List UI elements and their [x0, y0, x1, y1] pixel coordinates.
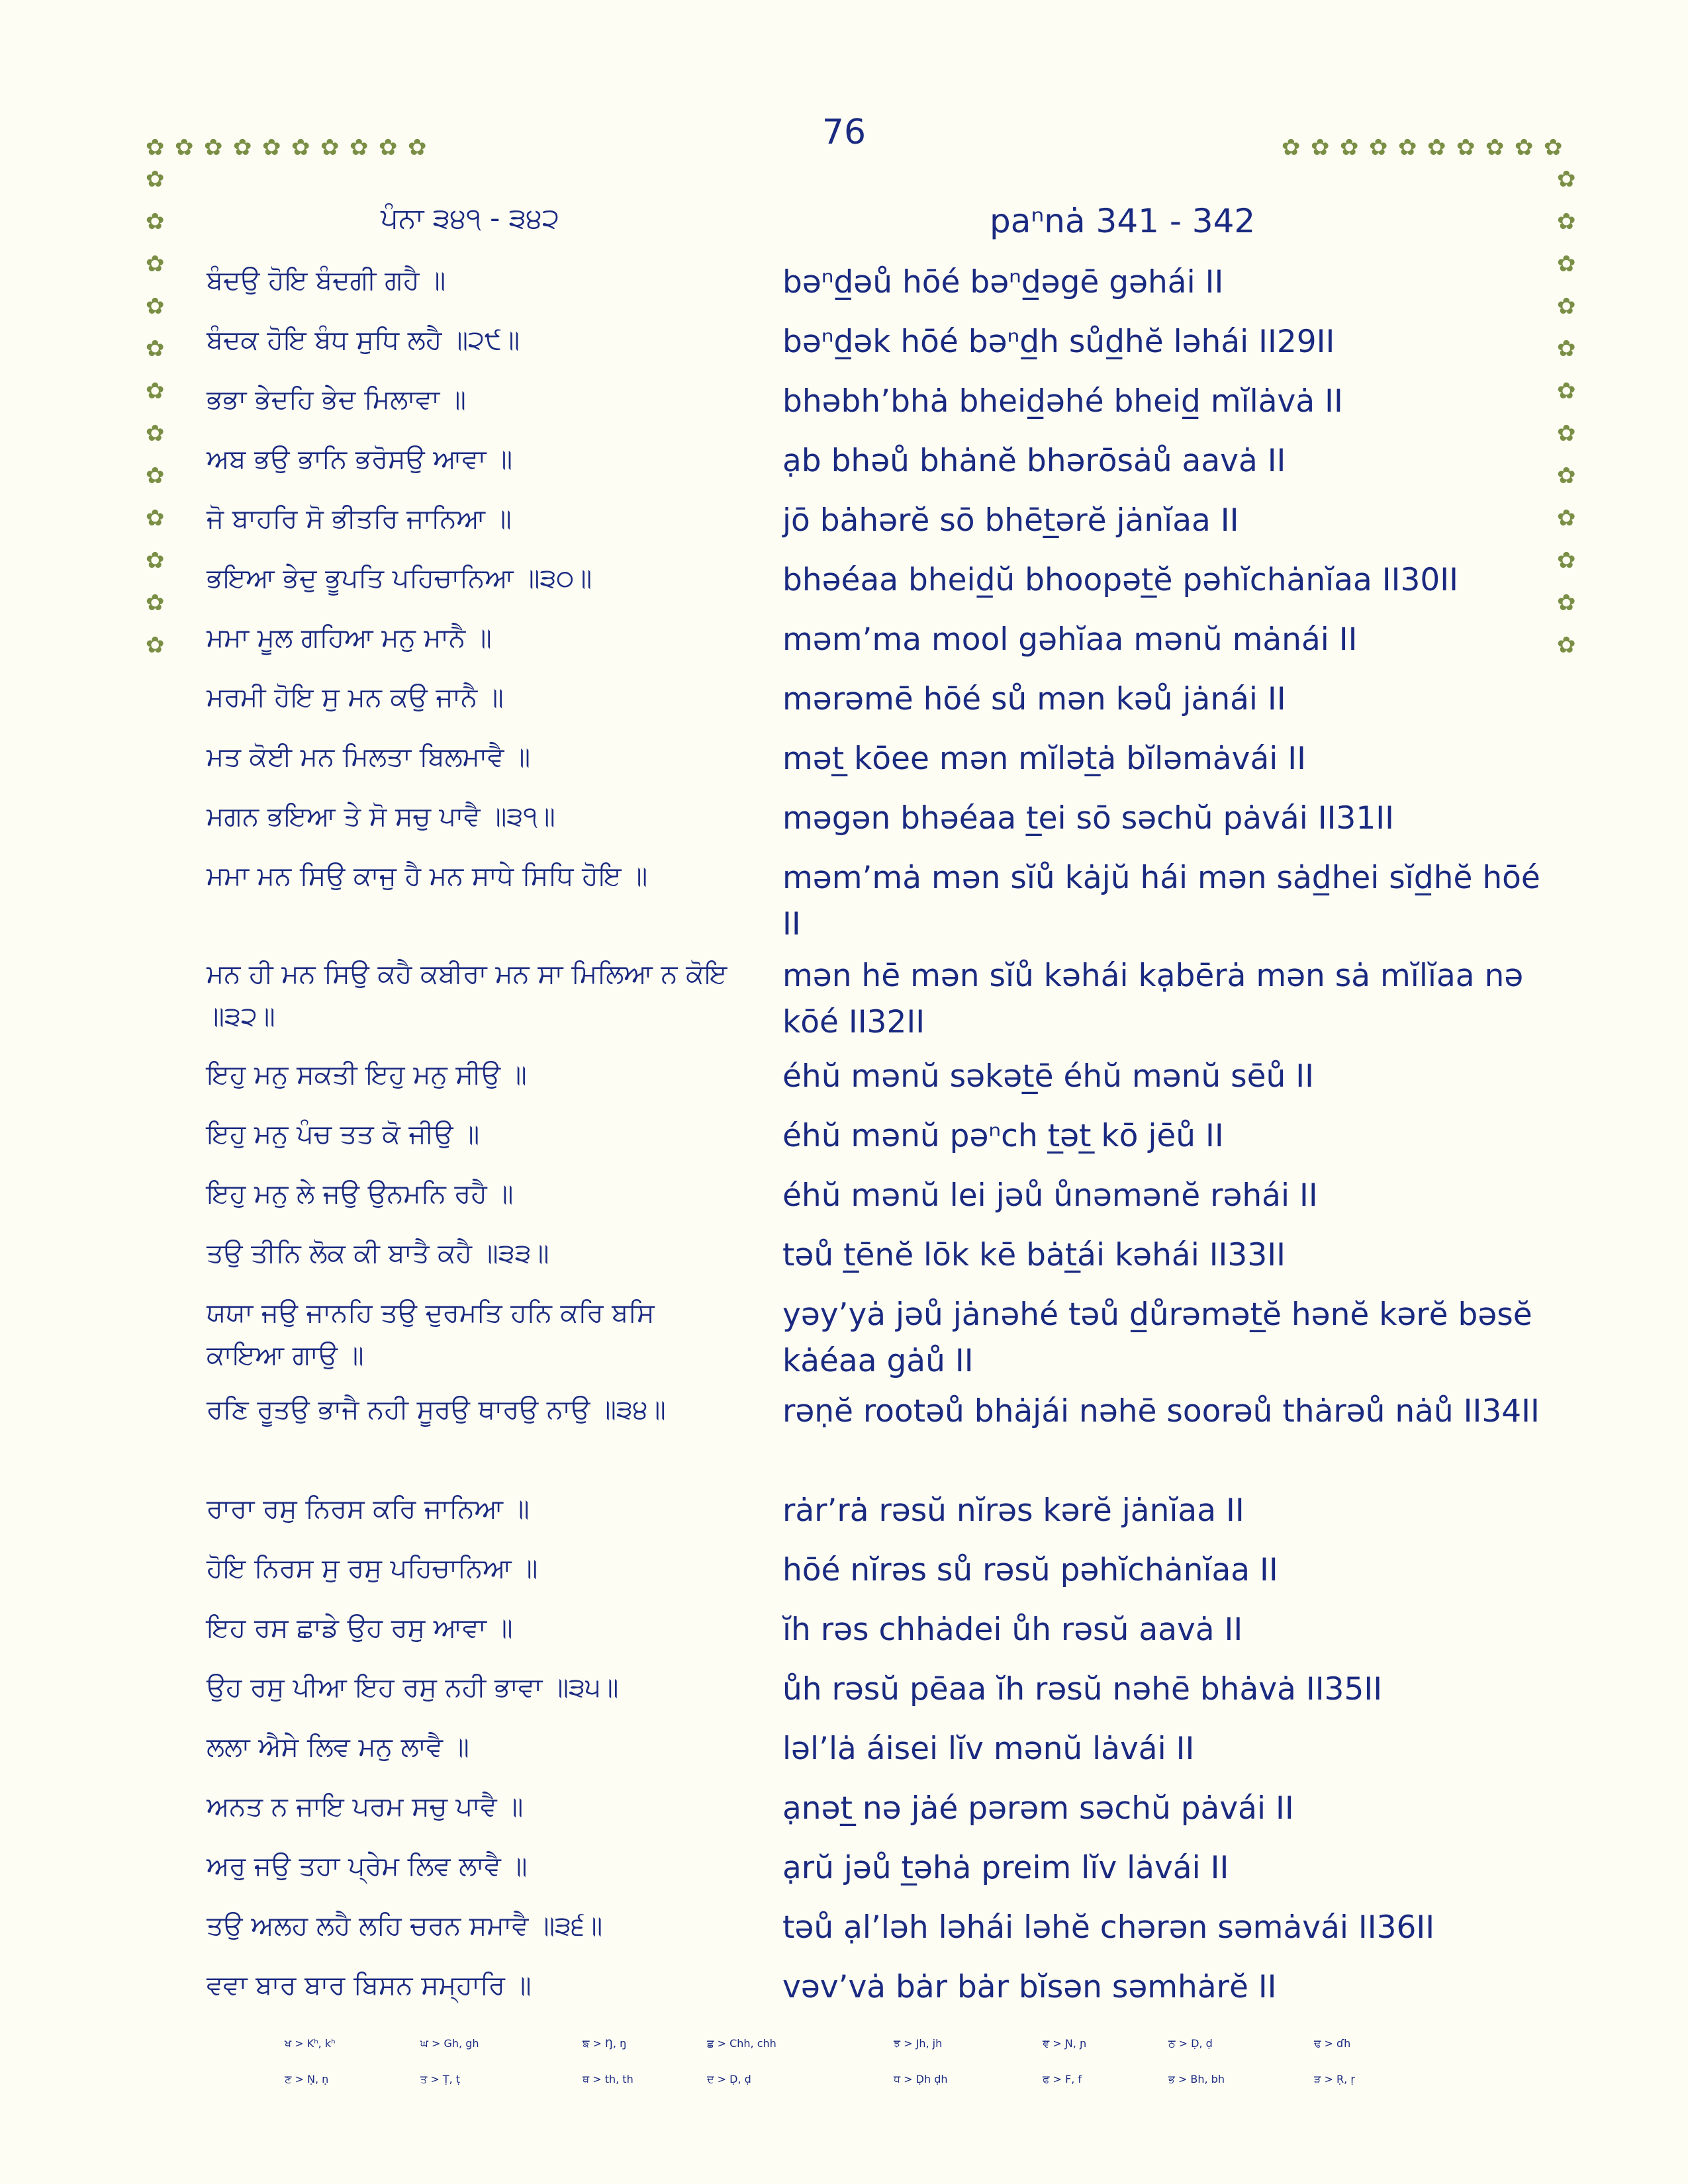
flower-ornament-icon: ✿: [146, 336, 165, 362]
verse-row: [0, 1666, 1688, 1726]
verse-transliteration: məm’mȧ mən sĭů kȧjŭ hái mən sȧd̲hei sĭd̲hĕ hōé II: [782, 860, 1540, 942]
flower-ornament-icon: ✿: [1557, 336, 1576, 362]
legend-item: ਥ > th, th: [583, 2073, 633, 2085]
verse-gurmukhi: ਮਮਾ ਮਨ ਸਿਉ ਕਾਜੁ ਹੈ ਮਨ ਸਾਧੇ ਸਿਧਿ ਹੋਇ ॥: [207, 861, 648, 891]
legend-item: ਣ > Ṇ, ṇ: [285, 2073, 329, 2085]
flower-ornament-icon: ✿: [379, 134, 398, 161]
legend-item: ੜ > Ṛ, ṛ: [1314, 2073, 1355, 2085]
verse-transliteration: bhəéaa bheid̲ŭ bhoopət̲ĕ pəhĭchȧnĭaa II30II: [782, 562, 1458, 598]
verse-row: [0, 379, 1688, 438]
flower-ornament-icon: ✿: [1557, 378, 1576, 404]
flower-ornament-icon: ✿: [320, 134, 340, 161]
verse-row: [0, 498, 1688, 557]
flower-ornament-icon: ✿: [1340, 134, 1359, 161]
verse-transliteration: rȧr’rȧ rəsŭ nĭrəs kərĕ jȧnĭaa II: [782, 1492, 1244, 1529]
legend-item: ਫ > F, f: [1043, 2073, 1082, 2085]
legend-item: ਢ > ɗh: [1314, 2037, 1351, 2050]
flower-ornament-icon: ✿: [291, 134, 310, 161]
flower-ornament-icon: ✿: [146, 547, 165, 574]
flower-ornament-icon: ✿: [233, 134, 252, 161]
flower-ornament-icon: ✿: [146, 632, 165, 659]
legend-item: ਦ > Ḍ, ḍ: [707, 2073, 751, 2085]
flower-ornament-icon: ✿: [1557, 547, 1576, 574]
verse-row: [0, 1964, 1688, 2024]
verse-row: [0, 259, 1688, 319]
page-number: 76: [821, 113, 867, 152]
verse-row: [0, 1173, 1688, 1232]
verse-gurmukhi: ਭਇਆ ਭੇਦੁ ਭੂਪਤਿ ਪਹਿਚਾਨਿਆ ॥੩੦॥: [207, 563, 592, 594]
verse-transliteration: məgən bhəéaa t̲ei sō səchŭ pȧvái II31II: [782, 800, 1394, 837]
verse-gurmukhi: ਵਵਾ ਬਾਰ ਬਾਰ ਬਿਸਨ ਸਮ੍ਹਾਰਿ ॥: [207, 1970, 532, 2001]
verse-row: [0, 1726, 1688, 1786]
flower-ornament-icon: ✿: [1557, 632, 1576, 659]
verse-transliteration: ạrŭ jəů t̲əhȧ preim lĭv lȧvái II: [782, 1850, 1229, 1886]
verse-transliteration: təů ạl’ləh ləhái ləhĕ chərən səmȧvái II36II: [782, 1909, 1435, 1946]
verse-row: [0, 1607, 1688, 1666]
verse-row: [0, 1388, 1688, 1488]
flower-ornament-icon: ✿: [1557, 420, 1576, 447]
verse-row: [0, 1113, 1688, 1173]
flower-ornament-icon: ✿: [1557, 463, 1576, 489]
verse-row: [0, 1488, 1688, 1547]
verse-transliteration: bhəbh’bhȧ bheid̲əhé bheid̲ mĭlȧvȧ II: [782, 383, 1343, 420]
verse-row: [0, 1232, 1688, 1292]
flower-ornament-icon: ✿: [146, 590, 165, 616]
legend-item: ਝ > Jh, jh: [894, 2037, 943, 2050]
verse-gurmukhi: ਜੋ ਬਾਹਰਿ ਸੋ ਭੀਤਰਿ ਜਾਨਿਆ ॥: [207, 504, 512, 534]
verse-row: [0, 557, 1688, 617]
header-roman: paⁿnȧ 341 - 342: [990, 202, 1256, 240]
verse-transliteration: ləl’lȧ áisei lĭv mənŭ lȧvái II: [782, 1731, 1195, 1767]
flower-ornament-icon: ✿: [350, 134, 369, 161]
verse-gurmukhi: ਬੰਦਕ ਹੋਇ ਬੰਧ ਸੁਧਿ ਲਹੈ ॥੨੯॥: [207, 325, 520, 355]
verse-gurmukhi: ਇਹੁ ਮਨੁ ਲੇ ਜਉ ਉਨਮਨਿ ਰਹੈ ॥: [207, 1179, 514, 1209]
flower-ornament-icon: ✿: [1557, 590, 1576, 616]
verse-gurmukhi: ਲਲਾ ਐਸੇ ਲਿਵ ਮਨੁ ਲਾਵੈ ॥: [207, 1732, 469, 1762]
flower-ornament-icon: ✿: [1485, 134, 1505, 161]
verse-transliteration: ạnət̲ nə jȧé pərəm səchŭ pȧvái II: [782, 1790, 1294, 1827]
flower-ornament-icon: ✿: [1282, 134, 1301, 161]
flower-ornament-icon: ✿: [204, 134, 223, 161]
legend-item: ਭ > Bh, bh: [1168, 2073, 1225, 2085]
flower-ornament-icon: ✿: [146, 463, 165, 489]
verse-gurmukhi: ਹੋਇ ਨਿਰਸ ਸੁ ਰਸੁ ਪਹਿਚਾਨਿਆ ॥: [207, 1553, 538, 1584]
verse-transliteration: ůh rəsŭ pēaa ĭh rəsŭ nəhē bhȧvȧ II35II: [782, 1671, 1383, 1707]
verse-transliteration: mət̲ kōee mən mĭlət̲ȧ bĭləmȧvái II: [782, 741, 1307, 777]
verse-gurmukhi: ਭਭਾ ਭੇਦਹਿ ਭੇਦ ਮਿਲਾਵਾ ॥: [207, 385, 466, 415]
verse-row: [0, 1786, 1688, 1845]
verse-gurmukhi: ਇਹੁ ਮਨੁ ਸਕਤੀ ਇਹੁ ਮਨੁ ਸੀਉ ॥: [207, 1060, 527, 1090]
legend-item: ਤ > Ṭ, ṭ: [420, 2073, 461, 2085]
verse-row: [0, 1292, 1688, 1388]
verse-row: [0, 1905, 1688, 1964]
verse-row: [0, 617, 1688, 676]
flower-ornament-icon: ✿: [1544, 134, 1563, 161]
verse-transliteration: éhŭ mənŭ pəⁿch t̲ət̲ kō jēů II: [782, 1118, 1224, 1154]
verse-gurmukhi: ਤਉ ਤੀਨਿ ਲੋਕ ਕੀ ਬਾਤੈ ਕਹੈ ॥੩੩॥: [207, 1238, 549, 1269]
verse-transliteration: ĭh rəs chhȧdei ůh rəsŭ aavȧ II: [782, 1612, 1243, 1648]
verse-transliteration: hōé nĭrəs sů rəsŭ pəhĭchȧnĭaa II: [782, 1552, 1278, 1588]
flower-ornament-icon: ✿: [1456, 134, 1476, 161]
legend-item: ਧ > Ḍh ḍh: [894, 2073, 948, 2085]
verse-gurmukhi: ਬੰਦਉ ਹੋਇ ਬੰਦਗੀ ਗਹੈ ॥: [207, 265, 446, 296]
flower-ornament-icon: ✿: [146, 166, 165, 193]
legend-item: ਘ > Gh, gh: [420, 2037, 479, 2050]
verse-gurmukhi: ਉਹ ਰਸੁ ਪੀਆ ਇਹ ਰਸੁ ਨਹੀ ਭਾਵਾ ॥੩੫॥: [207, 1672, 619, 1703]
flower-ornament-icon: ✿: [175, 134, 194, 161]
verse-transliteration: mərəmē hōé sů mən kəů jȧnái II: [782, 681, 1286, 717]
flower-ornament-icon: ✿: [262, 134, 281, 161]
flower-ornament-icon: ✿: [146, 378, 165, 404]
verse-transliteration: mən hē mən sĭů kəhái kạbērȧ mən sȧ mĭlĭaa nə kōé II32II: [782, 958, 1524, 1040]
verse-gurmukhi: ਅਨਤ ਨ ਜਾਇ ਪਰਮ ਸਚੁ ਪਾਵੈ ॥: [207, 1792, 524, 1822]
verse-row: [0, 319, 1688, 379]
verse-gurmukhi: ਰਾਰਾ ਰਸੁ ਨਿਰਸ ਕਰਿ ਜਾਨਿਆ ॥: [207, 1494, 530, 1524]
verse-gurmukhi: ਤਉ ਅਲਹ ਲਹੈ ਲਹਿ ਚਰਨ ਸਮਾਵੈ ॥੩੬॥: [207, 1911, 603, 1941]
flower-ornament-icon: ✿: [1557, 208, 1576, 235]
legend-item: ਛ > Chh, chh: [707, 2037, 776, 2050]
flower-ornament-icon: ✿: [146, 420, 165, 447]
verse-gurmukhi: ਅਬ ਭਉ ਭਾਨਿ ਭਰੋਸਉ ਆਵਾ ॥: [207, 444, 513, 475]
legend-item: ਞ > Ɲ, ɲ: [1043, 2037, 1087, 2050]
verse-gurmukhi: ਅਰੁ ਜਉ ਤਹਾ ਪ੍ਰੇਮ ਲਿਵ ਲਾਵੈ ॥: [207, 1851, 528, 1882]
flower-ornament-icon: ✿: [146, 134, 165, 161]
verse-transliteration: təů t̲ēnĕ lōk kē bȧt̲ái kəhái II33II: [782, 1237, 1286, 1273]
verse-transliteration: vəv’vȧ bȧr bȧr bĭsən səmhȧrĕ II: [782, 1969, 1277, 2005]
verse-row: [0, 736, 1688, 796]
verse-gurmukhi: ਮਮਾ ਮੂਲ ਗਹਿਆ ਮਨੁ ਮਾਨੈ ॥: [207, 623, 492, 653]
flower-ornament-icon: ✿: [1557, 166, 1576, 193]
verse-gurmukhi: ਇਹੁ ਮਨੁ ਪੰਚ ਤਤ ਕੋ ਜੀਉ ॥: [207, 1119, 480, 1150]
flower-ornament-icon: ✿: [1557, 505, 1576, 531]
verse-gurmukhi: ਯਯਾ ਜਉ ਜਾਨਹਿ ਤਉ ਦੁਰਮਤਿ ਹਨਿ ਕਰਿ ਬਸਿ ਕਾਇਆ ਗਾਉ ॥: [207, 1298, 655, 1371]
verse-row: [0, 796, 1688, 855]
verse-transliteration: bəⁿd̲əů hōé bəⁿd̲əgē gəhái II: [782, 264, 1224, 300]
verse-transliteration: éhŭ mənŭ lei jəů ůnəmənĕ rəhái II: [782, 1177, 1318, 1214]
verse-row: [0, 1547, 1688, 1607]
verse-row: [0, 1054, 1688, 1113]
flower-ornament-icon: ✿: [146, 505, 165, 531]
verse-transliteration: bəⁿd̲ək hōé bəⁿd̲h sůd̲hĕ ləhái II29II: [782, 324, 1335, 360]
flower-ornament-icon: ✿: [146, 293, 165, 320]
verse-gurmukhi: ਮਤ ਕੋਈ ਮਨ ਮਿਲਤਾ ਬਿਲਮਾਵੈ ॥: [207, 742, 531, 772]
verse-row: [0, 1845, 1688, 1905]
flower-ornament-icon: ✿: [1557, 251, 1576, 277]
flower-ornament-icon: ✿: [1311, 134, 1330, 161]
verse-row: [0, 953, 1688, 1054]
verse-transliteration: rəṇĕ rootəů bhȧjái nəhē soorəů thȧrəů nȧů II34II: [782, 1393, 1540, 1430]
legend-item: ਠ > Ḍ, ḍ: [1168, 2037, 1213, 2050]
page-header: [0, 202, 1688, 248]
flower-ornament-icon: ✿: [146, 251, 165, 277]
verse-row: [0, 676, 1688, 736]
flower-ornament-icon: ✿: [146, 208, 165, 235]
flower-ornament-icon: ✿: [408, 134, 427, 161]
verse-transliteration: yəy’yȧ jəů jȧnəhé təů d̲ůrəmət̲ĕ hənĕ kərĕ bəsĕ kȧéaa gȧů II: [782, 1297, 1532, 1379]
verse-gurmukhi: ਇਹ ਰਸ ਛਾਡੇ ਉਹ ਰਸੁ ਆਵਾ ॥: [207, 1613, 513, 1643]
flower-ornament-icon: ✿: [1398, 134, 1417, 161]
legend-item: ਖ > Kʰ, kʰ: [285, 2037, 336, 2050]
verse-gurmukhi: ਮਰਮੀ ਹੋਇ ਸੁ ਮਨ ਕਉ ਜਾਨੈ ॥: [207, 682, 504, 713]
flower-ornament-icon: ✿: [1557, 293, 1576, 320]
verse-gurmukhi: ਰਣਿ ਰੂਤਉ ਭਾਜੈ ਨਹੀ ਸੂਰਉ ਥਾਰਉ ਨਾਉ ॥੩੪॥: [207, 1394, 666, 1425]
flower-ornament-icon: ✿: [1369, 134, 1388, 161]
verse-row: [0, 438, 1688, 498]
verse-gurmukhi: ਮਗਨ ਭਇਆ ਤੇ ਸੋ ਸਚੁ ਪਾਵੈ ॥੩੧॥: [207, 801, 555, 832]
legend-item: ਙ > Ŋ, ŋ: [583, 2037, 627, 2050]
flower-ornament-icon: ✿: [1515, 134, 1534, 161]
verse-transliteration: məm’ma mool gəhĭaa mənŭ mȧnái II: [782, 621, 1358, 658]
verse-transliteration: ạb bhəů bhȧnĕ bhərōsȧů aavȧ II: [782, 443, 1286, 479]
verse-row: [0, 855, 1688, 953]
header-gurmukhi: ਪੰਨਾ ੩੪੧ - ੩੪੨: [381, 202, 560, 234]
flower-ornament-icon: ✿: [1427, 134, 1446, 161]
verse-transliteration: éhŭ mənŭ səkət̲ē éhŭ mənŭ sēů II: [782, 1058, 1314, 1095]
verse-gurmukhi: ਮਨ ਹੀ ਮਨ ਸਿਉ ਕਹੈ ਕਬੀਰਾ ਮਨ ਸਾ ਮਿਲਿਆ ਨ ਕੋਇ ॥੩੨॥: [207, 959, 727, 1032]
verse-transliteration: jō bȧhərĕ sō bhēt̲ərĕ jȧnĭaa II: [782, 502, 1239, 539]
